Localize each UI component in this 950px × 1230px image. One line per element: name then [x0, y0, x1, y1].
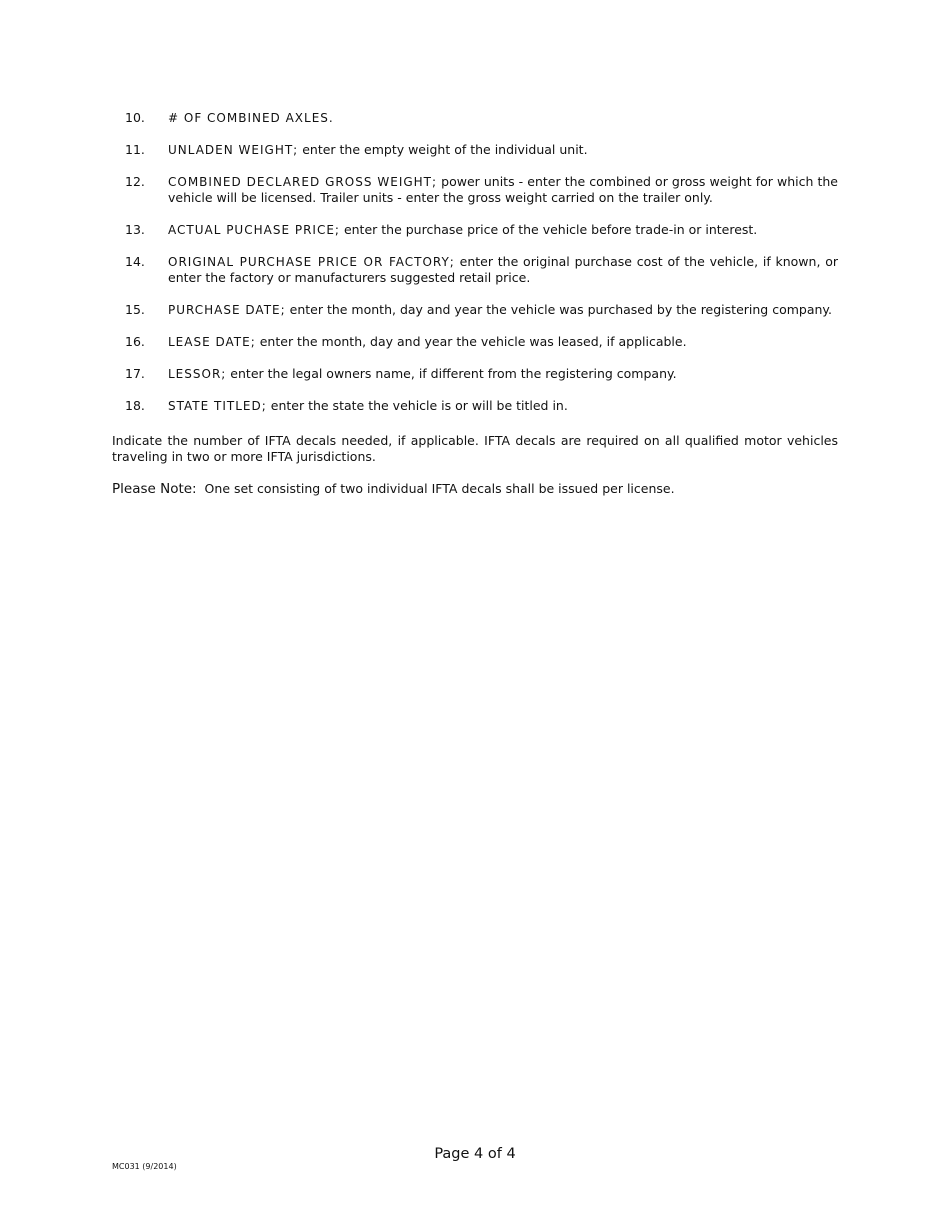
item-number: 13.: [125, 222, 145, 237]
item-description: enter the legal owners name, if different from the registering company.: [226, 366, 677, 381]
list-item: [112, 398, 838, 414]
item-number: 12.: [125, 174, 145, 189]
list-item: [112, 142, 838, 158]
item-number: 17.: [125, 366, 145, 381]
item-number: 10.: [125, 110, 145, 125]
item-term: UNLADEN WEIGHT;: [168, 143, 299, 157]
item-description: enter the month, day and year the vehicle was leased, if applicable.: [255, 334, 687, 349]
list-item: [112, 110, 838, 126]
instruction-list: [112, 110, 838, 430]
item-number: 11.: [125, 142, 145, 157]
item-number: 18.: [125, 398, 145, 413]
item-term: PURCHASE DATE;: [168, 303, 286, 317]
item-description: enter the original purchase cost of the vehicle, if known, or enter the factory or manufacturers suggested retail price.: [168, 254, 838, 285]
page-number: Page 4 of 4: [434, 1146, 516, 1162]
list-item: [112, 174, 838, 206]
item-description: enter the empty weight of the individual unit.: [298, 142, 588, 157]
item-number: 14.: [125, 254, 145, 269]
item-description: power units - enter the combined or gross weight for which the vehicle will be licensed. Trailer units - enter the gross weight carried on the trailer only.: [168, 174, 838, 205]
item-number: 15.: [125, 302, 145, 317]
item-term: LEASE DATE;: [168, 335, 256, 349]
list-item: [112, 302, 838, 318]
item-description: enter the purchase price of the vehicle before trade-in or interest.: [339, 222, 758, 237]
item-term: # OF COMBINED AXLES.: [168, 111, 334, 125]
item-number: 16.: [125, 334, 145, 349]
item-term: LESSOR;: [168, 367, 227, 381]
item-term: ORIGINAL PURCHASE PRICE OR FACTORY;: [168, 255, 455, 269]
item-term: STATE TITLED;: [168, 399, 267, 413]
list-item: [112, 334, 838, 350]
form-code: MC031 (9/2014): [112, 1162, 177, 1171]
list-item: [112, 366, 838, 382]
note-label: Please Note:: [112, 481, 197, 497]
please-note-paragraph: [112, 481, 838, 497]
ifta-decals-paragraph: Indicate the number of IFTA decals needed, if applicable. IFTA decals are required on all qualified motor vehicles traveling in two or more IFTA jurisdictions.: [112, 433, 838, 464]
note-text: One set consisting of two individual IFTA decals shall be issued per license.: [196, 481, 675, 496]
list-item: [112, 254, 838, 286]
item-term: COMBINED DECLARED GROSS WEIGHT;: [168, 175, 438, 189]
item-description: enter the state the vehicle is or will be titled in.: [266, 398, 568, 413]
list-item: [112, 222, 838, 238]
item-term: ACTUAL PUCHASE PRICE;: [168, 223, 340, 237]
item-description: enter the month, day and year the vehicle was purchased by the registering company.: [285, 302, 833, 317]
